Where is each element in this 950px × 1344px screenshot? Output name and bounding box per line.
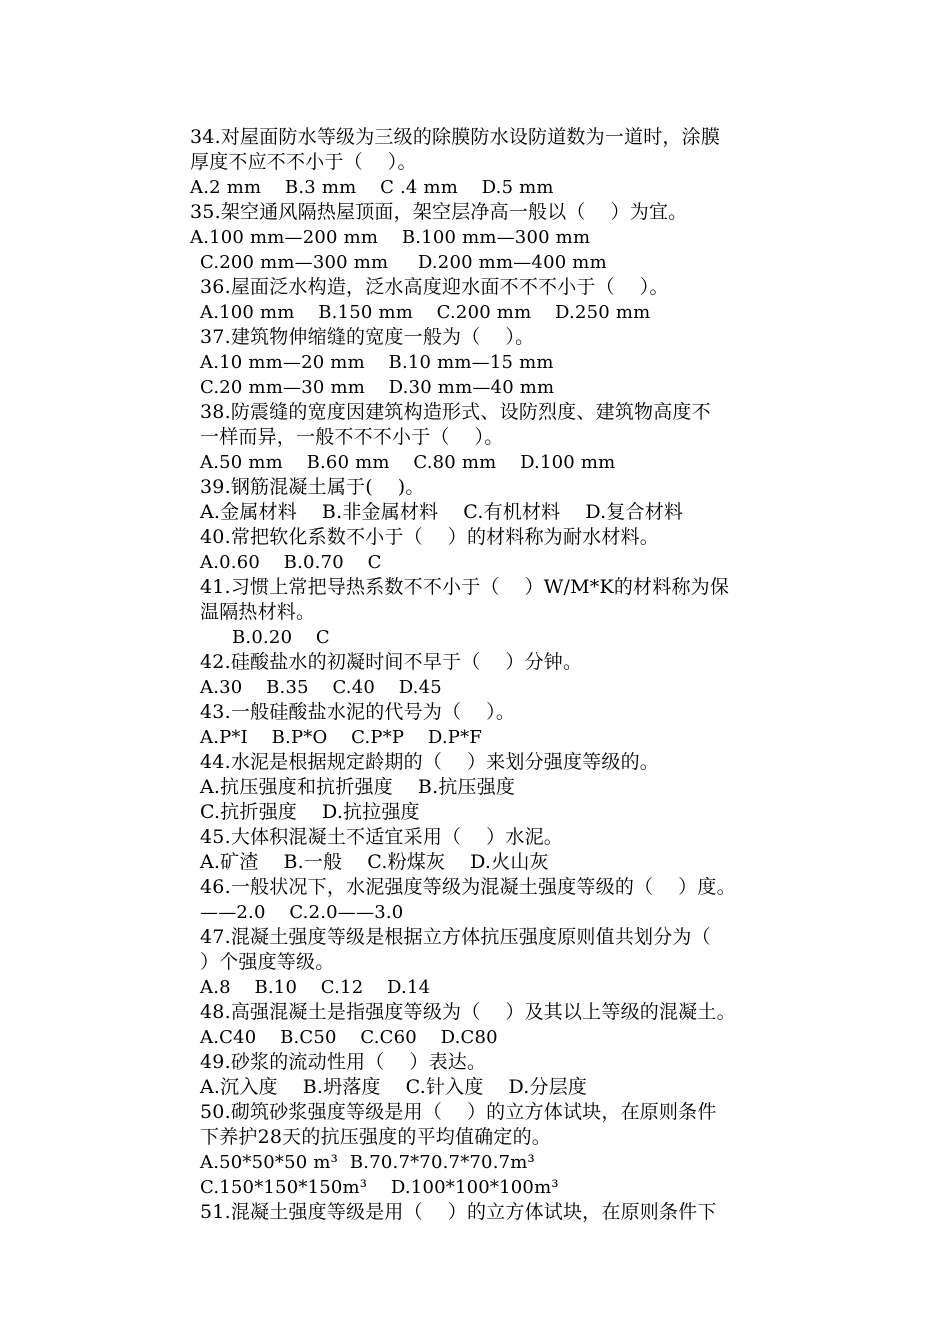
question-41-options: B.0.20 C: [232, 627, 330, 648]
question-43-options: A.P*I B.P*O C.P*P D.P*F: [200, 727, 483, 748]
question-34-options: A.2 mm B.3 mm C .4 mm D.5 mm: [190, 177, 554, 198]
question-47-line-2: ）个强度等级。: [200, 951, 335, 973]
question-47-line-1: 47.混凝土强度等级是根据立方体抗压强度原则值共划分为（: [200, 926, 711, 948]
question-47-options: A.8 B.10 C.12 D.14: [200, 977, 431, 998]
question-40-line-1: 40.常把软化系数不小于（ ）的材料称为耐水材料。: [200, 526, 659, 548]
question-50-options-1: A.50*50*50 m³ B.70.7*70.7*70.7m³: [200, 1152, 535, 1173]
question-39-options: A.金属材料 B.非金属材料 C.有机材料 D.复合材料: [200, 501, 684, 523]
question-49-options: A.沉入度 B.坍落度 C.针入度 D.分层度: [200, 1076, 588, 1098]
question-37-options-1: A.10 mm—20 mm B.10 mm—15 mm: [200, 352, 554, 373]
question-50-line-1: 50.砌筑砂浆强度等级是用（ ）的立方体试块，在原则条件: [200, 1101, 717, 1123]
question-34-line-1: 34.对屋面防水等级为三级的除膜防水设防道数为一道时，涂膜: [190, 126, 721, 148]
question-50-line-2: 下养护28天的抗压强度的平均值确定的。: [200, 1126, 551, 1148]
question-45-line-1: 45.大体积混凝土不适宜采用（ ）水泥。: [200, 826, 563, 848]
question-48-line-1: 48.高强混凝土是指强度等级为（ ）及其以上等级的混凝土。: [200, 1001, 736, 1023]
question-44-options-2: C.抗折强度 D.抗拉强度: [200, 801, 420, 823]
question-42-line-1: 42.硅酸盐水的初凝时间不早于（ ）分钟。: [200, 651, 583, 673]
question-43-line-1: 43.一般硅酸盐水泥的代号为（ ）。: [200, 701, 516, 723]
question-38-options: A.50 mm B.60 mm C.80 mm D.100 mm: [200, 452, 616, 473]
question-46-line-1: 46.一般状况下，水泥强度等级为混凝土强度等级的（ ）度。: [200, 876, 736, 898]
question-37-options-2: C.20 mm—30 mm D.30 mm—40 mm: [200, 377, 555, 398]
question-39-line-1: 39.钢筋混凝土属于( )。: [200, 476, 425, 498]
question-36-options: A.100 mm B.150 mm C.200 mm D.250 mm: [200, 302, 651, 323]
question-38-line-2: 一样而异，一般不不不小于（ ）。: [200, 426, 504, 448]
question-41-line-1: 41.习惯上常把导热系数不不小于（ ）W/M*K的材料称为保: [200, 576, 730, 598]
question-48-options: A.C40 B.C50 C.C60 D.C80: [200, 1027, 498, 1048]
question-35-line-1: 35.架空通风隔热屋顶面，架空层净高一般以（ ）为宜。: [190, 201, 688, 223]
question-42-options: A.30 B.35 C.40 D.45: [200, 677, 442, 698]
question-40-options: A.0.60 B.0.70 C: [200, 552, 382, 573]
question-35-options-1: A.100 mm—200 mm B.100 mm—300 mm: [190, 227, 591, 248]
question-35-options-2: C.200 mm—300 mm D.200 mm—400 mm: [200, 252, 607, 273]
question-37-line-1: 37.建筑物伸缩缝的宽度一般为（ ）。: [200, 326, 535, 348]
question-38-line-1: 38.防震缝的宽度因建筑构造形式、设防烈度、建筑物高度不: [200, 401, 711, 423]
question-45-options: A.矿渣 B.一般 C.粉煤灰 D.火山灰: [200, 851, 549, 873]
question-34-line-2: 厚度不应不不小于（ ）。: [190, 151, 417, 173]
question-50-options-2: C.150*150*150m³ D.100*100*100m³: [200, 1177, 559, 1198]
question-44-line-1: 44.水泥是根据规定龄期的（ ）来划分强度等级的。: [200, 751, 659, 773]
question-51-line-1: 51.混凝土强度等级是用（ ）的立方体试块，在原则条件下: [200, 1201, 717, 1223]
question-41-line-2: 温隔热材料。: [200, 601, 316, 623]
question-44-options-1: A.抗压强度和抗折强度 B.抗压强度: [200, 776, 516, 798]
question-36-line-1: 36.屋面泛水构造，泛水高度迎水面不不不小于（ ）。: [200, 276, 669, 298]
question-46-options: ——2.0 C.2.0——3.0: [200, 902, 404, 923]
question-49-line-1: 49.砂浆的流动性用（ ）表达。: [200, 1051, 487, 1073]
